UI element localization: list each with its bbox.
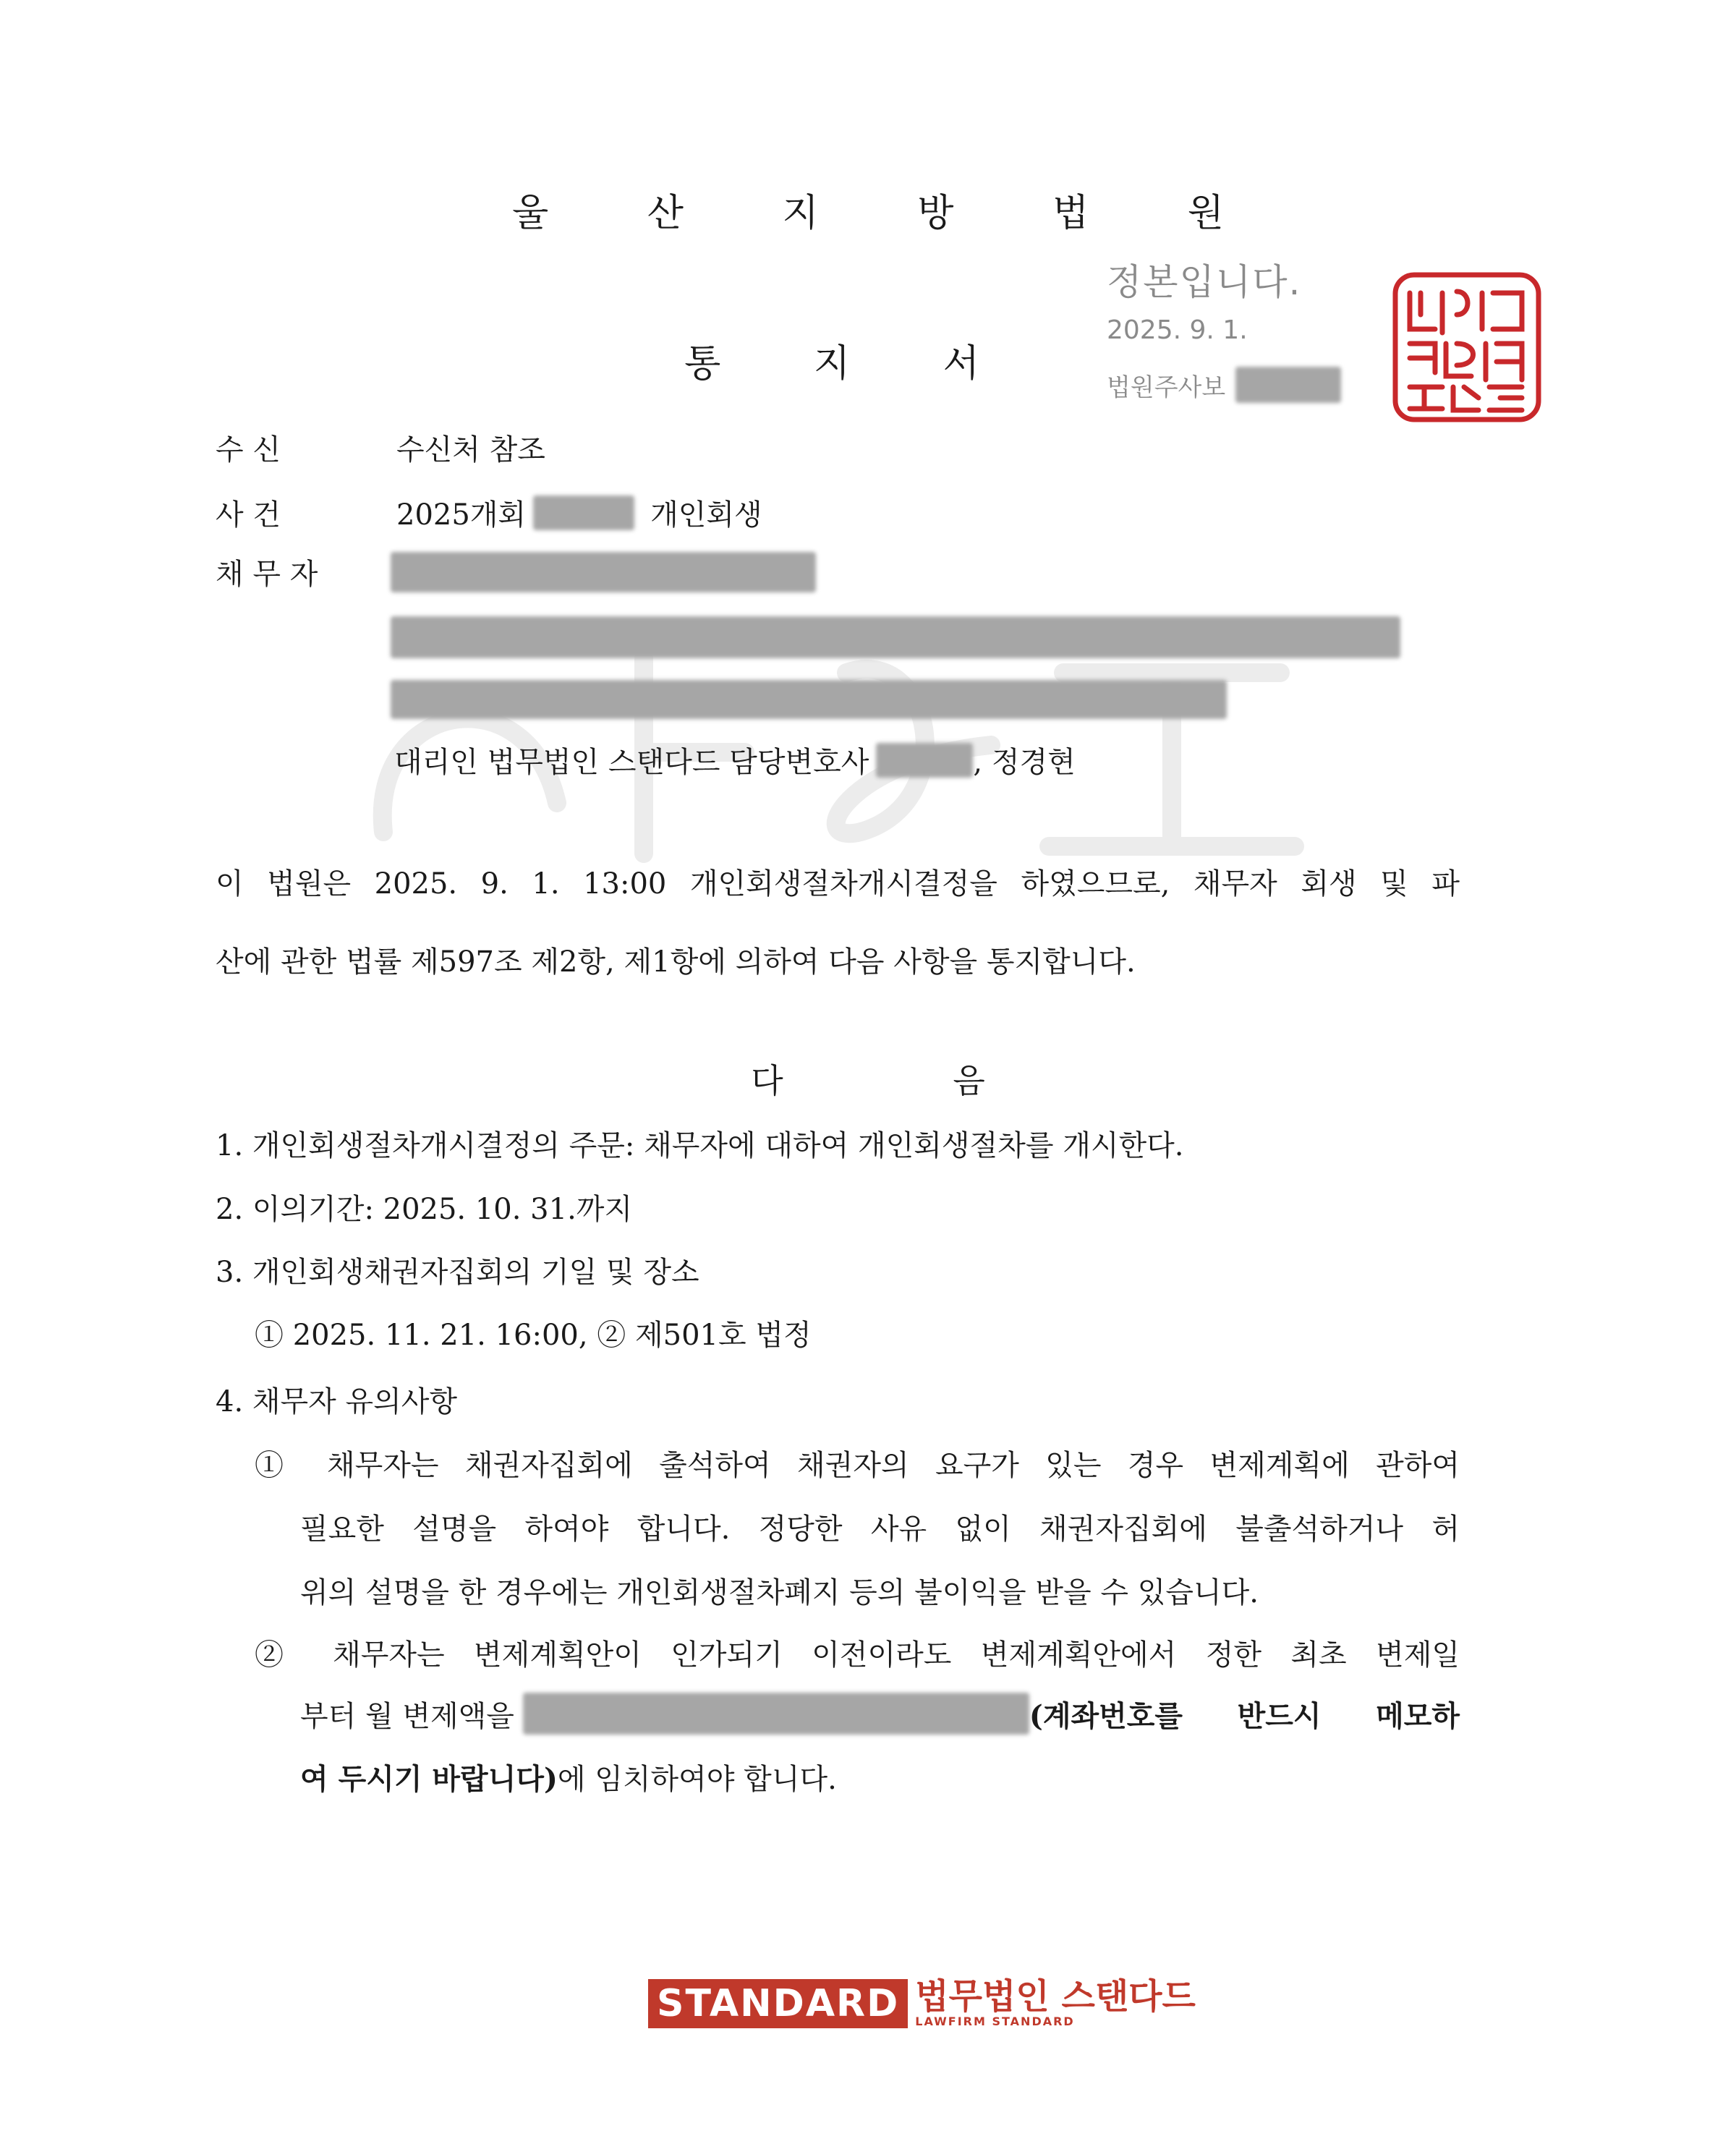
- recipient-row: [216, 427, 545, 468]
- item-3: 3. 개인회생채권자집회의 기일 및 장소: [216, 1256, 699, 1289]
- redacted-lawyer-name: [876, 743, 973, 778]
- deposit-instruction: 에 임치하여야 합니다.: [557, 1763, 837, 1796]
- note-1-line-3: 위의 설명을 한 경우에는 개인회생절차폐지 등의 불이익을 받을 수 있습니다.: [300, 1576, 1259, 1609]
- case-label: 사 건: [216, 498, 281, 532]
- recipient-label: 수 신: [216, 433, 281, 467]
- debtor-label: 채 무 자: [216, 558, 318, 591]
- account-note-2: 여 두시기 바랍니다): [300, 1762, 558, 1796]
- case-row: [216, 492, 762, 533]
- redacted-account-number: [523, 1693, 1029, 1735]
- redacted-case-number: [533, 495, 634, 530]
- logo-korean: 법무법인 스탠다드: [915, 1976, 1196, 2017]
- item-2: 2. 이의기간: 2025. 10. 31.까지: [216, 1193, 633, 1226]
- document-title: 통 지 서: [684, 342, 1020, 386]
- case-number-prefix: 2025개회: [396, 498, 527, 532]
- certified-label: 정본입니다.: [1107, 261, 1302, 303]
- certified-date: 2025. 9. 1.: [1107, 315, 1248, 345]
- monthly-payment-label: 부터 월 변제액을: [300, 1699, 514, 1733]
- note-2-line-2: [300, 1693, 1460, 1735]
- redacted-debtor-address-2: [391, 680, 1227, 719]
- redacted-debtor-name: [391, 552, 816, 592]
- item-4: 4. 채무자 유의사항: [216, 1385, 458, 1418]
- agent-suffix: , 정경현: [973, 746, 1076, 779]
- case-type: 개인회생: [650, 498, 762, 532]
- item-1: 1. 개인회생절차개시결정의 주문: 채무자에 대하여 개인회생절차를 개시한다.: [216, 1129, 1184, 1162]
- debtor-row: [216, 551, 816, 592]
- heading-char-2: 음: [953, 1061, 985, 1100]
- section-heading: [0, 1055, 1736, 1102]
- note-2-line-1: ② 채무자는 변제계획안이 인가되기 이전이라도 변제계획안에서 정한 최초 변제일: [255, 1638, 1460, 1672]
- logo-english-box: STANDARD: [648, 1979, 908, 2028]
- case-value: [396, 492, 762, 533]
- logo-subtitle: LAWFIRM STANDARD: [915, 2015, 1075, 2028]
- court-name: 울 산 지 방 법 원: [511, 192, 1268, 235]
- item-3-detail: ① 2025. 11. 21. 16:00, ② 제501호 법정: [255, 1319, 812, 1352]
- lawfirm-logo: [648, 1978, 1196, 2028]
- clerk-title: 법원주사보: [1107, 373, 1226, 402]
- agent-row: [394, 739, 1076, 780]
- intro-line-1: 이 법원은 2025. 9. 1. 13:00 개인회생절차개시결정을 하였으므로, 채무자 회생 및 파: [216, 867, 1460, 901]
- recipient-value: 수신처 참조: [396, 433, 545, 467]
- logo-text-group: [915, 1978, 1196, 2028]
- redacted-debtor-address-1: [391, 616, 1400, 658]
- note-1-line-2: 필요한 설명을 하여야 합니다. 정당한 사유 없이 채권자집회에 불출석하거나 허: [300, 1513, 1460, 1546]
- note-2-line-3: [300, 1756, 837, 1798]
- agent-prefix: 대리인 법무법인 스탠다드 담당변호사: [394, 746, 869, 779]
- account-note-1: (계좌번호를 반드시 메모하: [1029, 1698, 1460, 1733]
- note-1-line-1: ① 채무자는 채권자집회에 출석하여 채권자의 요구가 있는 경우 변제계획에 관하여: [255, 1449, 1460, 1482]
- intro-line-2: 산에 관한 법률 제597조 제2항, 제1항에 의하여 다음 사항을 통지합니다.: [216, 945, 1136, 979]
- heading-char-1: 다: [751, 1061, 783, 1100]
